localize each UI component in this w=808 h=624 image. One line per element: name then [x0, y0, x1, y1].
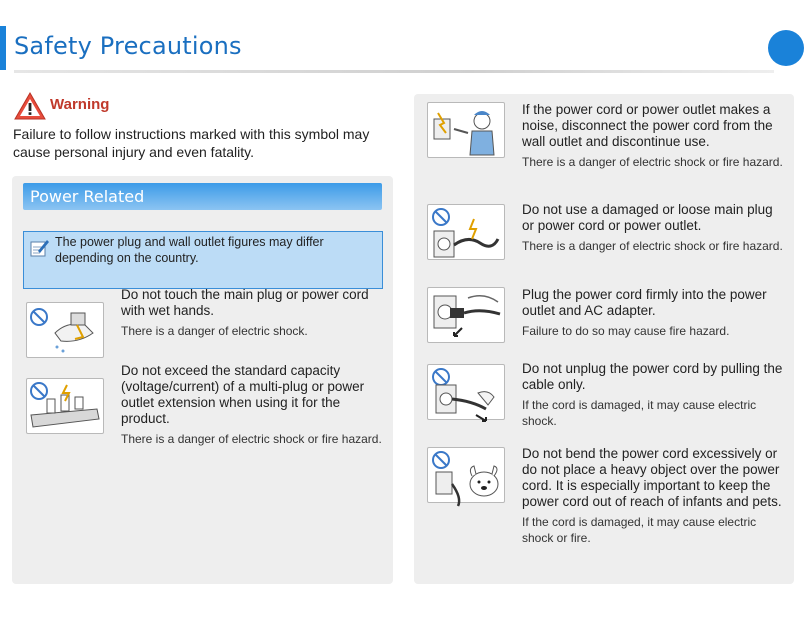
item-note: There is a danger of electric shock or fire hazard. — [121, 432, 382, 446]
damaged-cord-icon — [428, 205, 504, 267]
right-item-2 — [522, 202, 784, 254]
right-item-1 — [522, 102, 784, 170]
left-item-1 — [121, 287, 383, 339]
page-title: Safety Precautions — [14, 32, 242, 60]
pet-cord-icon — [428, 448, 504, 510]
multi-plug-illustration — [26, 378, 104, 434]
right-item-4 — [522, 361, 784, 429]
no-wet-hands-icon — [27, 303, 103, 357]
electrician-icon — [428, 103, 504, 157]
section-title: Power Related — [23, 183, 382, 210]
item-title: If the power cord or power outlet makes a noise, disconnect the power cord from the wall outlet and discontinue use. — [522, 102, 773, 149]
no-overload-icon — [27, 379, 103, 433]
no-pull-cable-icon — [428, 365, 504, 423]
header-divider — [14, 70, 774, 73]
item-title: Do not unplug the power cord by pulling the cable only. — [522, 361, 783, 392]
left-item-2 — [121, 363, 383, 447]
note-text: The power plug and wall outlet figures may differ depending on the country. — [55, 235, 324, 265]
item-note: If the cord is damaged, it may cause electric shock or fire. — [522, 515, 757, 545]
item-note: There is a danger of electric shock or fire hazard. — [522, 155, 783, 169]
page-marker-circle — [768, 30, 804, 66]
note-box — [23, 231, 383, 289]
noise-outlet-illustration — [427, 102, 505, 158]
firm-plug-illustration — [427, 287, 505, 343]
warning-triangle-icon — [14, 92, 46, 120]
note-pencil-icon — [30, 238, 50, 258]
item-note: If the cord is damaged, it may cause electric shock. — [522, 398, 757, 428]
right-item-5 — [522, 446, 784, 546]
item-note: There is a danger of electric shock. — [121, 324, 308, 338]
damaged-plug-illustration — [427, 204, 505, 260]
plug-in-icon — [428, 288, 504, 342]
item-title: Do not touch the main plug or power cord with wet hands. — [121, 287, 369, 318]
bend-cord-illustration — [427, 447, 505, 503]
item-title: Do not use a damaged or loose main plug or power cord or power outlet. — [522, 202, 773, 233]
wet-hands-illustration — [26, 302, 104, 358]
item-title: Do not exceed the standard capacity (voltage/current) of a multi-plug or power outlet extension when using it for the product. — [121, 363, 365, 426]
header-accent-bar — [0, 26, 6, 70]
item-note: There is a danger of electric shock or fire hazard. — [522, 239, 783, 253]
pull-cable-illustration — [427, 364, 505, 420]
warning-label: Warning — [50, 96, 110, 113]
item-note: Failure to do so may cause fire hazard. — [522, 324, 730, 338]
item-title: Plug the power cord firmly into the power outlet and AC adapter. — [522, 287, 767, 318]
right-item-3 — [522, 287, 784, 339]
item-title: Do not bend the power cord excessively or do not place a heavy object over the power cord. It is especially important to keep the power cord out of reach of infants and pets. — [522, 446, 782, 509]
warning-description: Failure to follow instructions marked with this symbol may cause personal injury and even fatality. — [13, 126, 370, 160]
